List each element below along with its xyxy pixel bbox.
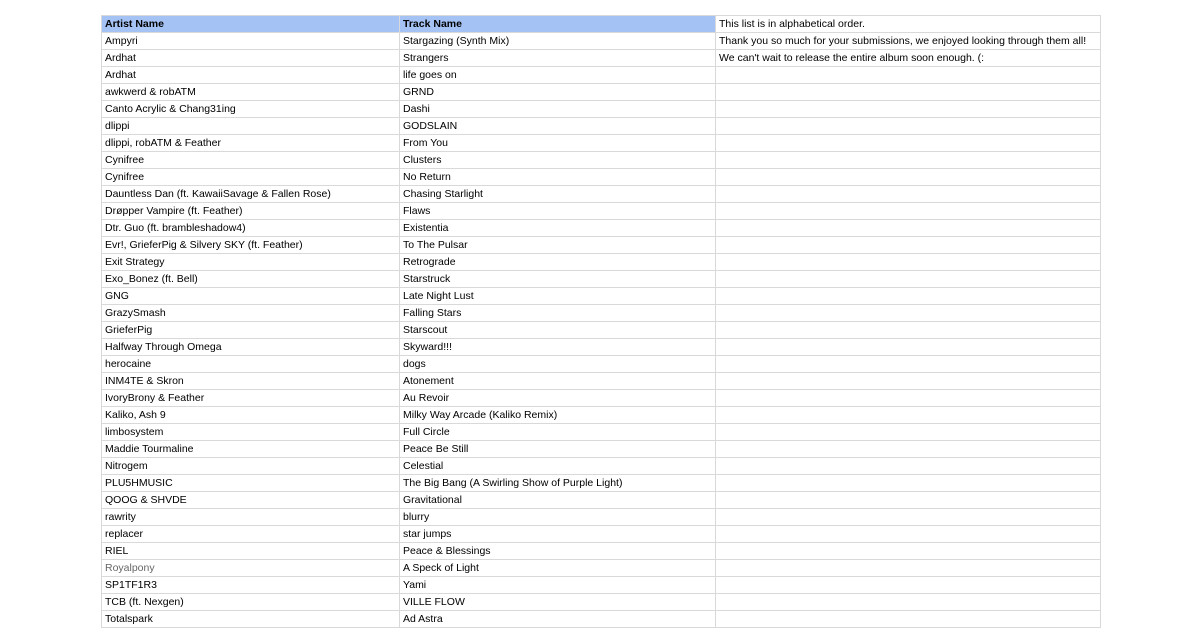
track-cell[interactable]: Chasing Starlight bbox=[400, 186, 716, 203]
track-cell[interactable]: VILLE FLOW bbox=[400, 594, 716, 611]
empty-cell[interactable] bbox=[716, 526, 1101, 543]
artist-cell[interactable]: Royalpony bbox=[102, 560, 400, 577]
artist-cell[interactable]: INM4TE & Skron bbox=[102, 373, 400, 390]
note-cell[interactable]: We can't wait to release the entire album soon enough. (: bbox=[716, 50, 1101, 67]
empty-cell[interactable] bbox=[716, 373, 1101, 390]
track-cell[interactable]: Atonement bbox=[400, 373, 716, 390]
artist-cell[interactable]: QOOG & SHVDE bbox=[102, 492, 400, 509]
empty-cell[interactable] bbox=[716, 135, 1101, 152]
empty-cell[interactable] bbox=[716, 390, 1101, 407]
track-cell[interactable]: Falling Stars bbox=[400, 305, 716, 322]
track-cell[interactable]: Celestial bbox=[400, 458, 716, 475]
table-row bbox=[102, 458, 1101, 475]
table-row bbox=[102, 560, 1101, 577]
spreadsheet bbox=[101, 15, 1100, 628]
track-cell[interactable]: star jumps bbox=[400, 526, 716, 543]
artist-cell[interactable]: limbosystem bbox=[102, 424, 400, 441]
empty-cell[interactable] bbox=[716, 339, 1101, 356]
empty-cell[interactable] bbox=[716, 543, 1101, 560]
table-row bbox=[102, 67, 1101, 84]
artist-cell[interactable]: Cynifree bbox=[102, 152, 400, 169]
empty-cell[interactable] bbox=[716, 356, 1101, 373]
artist-cell[interactable]: RIEL bbox=[102, 543, 400, 560]
empty-cell[interactable] bbox=[716, 254, 1101, 271]
table-row bbox=[102, 322, 1101, 339]
artist-cell[interactable]: Dtr. Guo (ft. brambleshadow4) bbox=[102, 220, 400, 237]
table-row bbox=[102, 169, 1101, 186]
table-row bbox=[102, 577, 1101, 594]
table-row bbox=[102, 50, 1101, 67]
track-cell[interactable]: A Speck of Light bbox=[400, 560, 716, 577]
track-cell[interactable]: Starstruck bbox=[400, 271, 716, 288]
track-cell[interactable]: Milky Way Arcade (Kaliko Remix) bbox=[400, 407, 716, 424]
table-row bbox=[102, 135, 1101, 152]
empty-cell[interactable] bbox=[716, 152, 1101, 169]
table-row bbox=[102, 475, 1101, 492]
track-cell[interactable]: dogs bbox=[400, 356, 716, 373]
track-cell[interactable]: Clusters bbox=[400, 152, 716, 169]
artist-cell[interactable]: replacer bbox=[102, 526, 400, 543]
empty-cell[interactable] bbox=[716, 441, 1101, 458]
empty-cell[interactable] bbox=[716, 186, 1101, 203]
artist-cell[interactable]: Ampyri bbox=[102, 33, 400, 50]
artist-cell[interactable]: Nitrogem bbox=[102, 458, 400, 475]
artist-cell[interactable]: dlippi bbox=[102, 118, 400, 135]
artist-cell[interactable]: Halfway Through Omega bbox=[102, 339, 400, 356]
artist-cell[interactable]: Exit Strategy bbox=[102, 254, 400, 271]
table-row bbox=[102, 373, 1101, 390]
empty-cell[interactable] bbox=[716, 458, 1101, 475]
table-row bbox=[102, 237, 1101, 254]
empty-cell[interactable] bbox=[716, 169, 1101, 186]
artist-cell[interactable]: Ardhat bbox=[102, 50, 400, 67]
track-cell[interactable]: Gravitational bbox=[400, 492, 716, 509]
empty-cell[interactable] bbox=[716, 322, 1101, 339]
track-cell[interactable]: Dashi bbox=[400, 101, 716, 118]
artist-name-header[interactable]: Artist Name bbox=[102, 16, 400, 33]
note-cell[interactable]: Thank you so much for your submissions, we enjoyed looking through them all! bbox=[716, 33, 1101, 50]
track-cell[interactable]: Flaws bbox=[400, 203, 716, 220]
table-row bbox=[102, 390, 1101, 407]
table-row bbox=[102, 254, 1101, 271]
track-cell[interactable]: Late Night Lust bbox=[400, 288, 716, 305]
empty-cell[interactable] bbox=[716, 118, 1101, 135]
track-cell[interactable]: Peace Be Still bbox=[400, 441, 716, 458]
artist-cell[interactable]: Ardhat bbox=[102, 67, 400, 84]
track-cell[interactable]: From You bbox=[400, 135, 716, 152]
empty-cell[interactable] bbox=[716, 560, 1101, 577]
track-cell[interactable]: Stargazing (Synth Mix) bbox=[400, 33, 716, 50]
artist-cell[interactable]: Maddie Tourmaline bbox=[102, 441, 400, 458]
table-row bbox=[102, 288, 1101, 305]
empty-cell[interactable] bbox=[716, 305, 1101, 322]
artist-cell[interactable]: GNG bbox=[102, 288, 400, 305]
table-row bbox=[102, 543, 1101, 560]
table-row bbox=[102, 220, 1101, 237]
table-row bbox=[102, 356, 1101, 373]
track-cell[interactable]: Yami bbox=[400, 577, 716, 594]
track-cell[interactable]: No Return bbox=[400, 169, 716, 186]
artist-cell[interactable]: Exo_Bonez (ft. Bell) bbox=[102, 271, 400, 288]
table-row bbox=[102, 526, 1101, 543]
empty-cell[interactable] bbox=[716, 407, 1101, 424]
table-row bbox=[102, 101, 1101, 118]
table-row bbox=[102, 118, 1101, 135]
artist-cell[interactable]: SP1TF1R3 bbox=[102, 577, 400, 594]
artist-cell[interactable]: Totalspark bbox=[102, 611, 400, 628]
table-row bbox=[102, 203, 1101, 220]
track-name-header[interactable]: Track Name bbox=[400, 16, 716, 33]
table-row bbox=[102, 594, 1101, 611]
empty-cell[interactable] bbox=[716, 271, 1101, 288]
artist-cell[interactable]: herocaine bbox=[102, 356, 400, 373]
artist-cell[interactable]: Evr!, GrieferPig & Silvery SKY (ft. Feather) bbox=[102, 237, 400, 254]
table-row bbox=[102, 84, 1101, 101]
empty-cell[interactable] bbox=[716, 203, 1101, 220]
artist-cell[interactable]: IvoryBrony & Feather bbox=[102, 390, 400, 407]
note-cell[interactable]: This list is in alphabetical order. bbox=[716, 16, 1101, 33]
empty-cell[interactable] bbox=[716, 67, 1101, 84]
table-row bbox=[102, 424, 1101, 441]
table-row bbox=[102, 339, 1101, 356]
table-row bbox=[102, 492, 1101, 509]
table-row bbox=[102, 271, 1101, 288]
track-cell[interactable]: Skyward!!! bbox=[400, 339, 716, 356]
table-row bbox=[102, 611, 1101, 628]
track-cell[interactable]: Full Circle bbox=[400, 424, 716, 441]
table-row bbox=[102, 152, 1101, 169]
table-row bbox=[102, 407, 1101, 424]
artist-cell[interactable]: Canto Acrylic & Chang31ing bbox=[102, 101, 400, 118]
empty-cell[interactable] bbox=[716, 101, 1101, 118]
track-cell[interactable]: Existentia bbox=[400, 220, 716, 237]
artist-cell[interactable]: GrazySmash bbox=[102, 305, 400, 322]
artist-cell[interactable]: GrieferPig bbox=[102, 322, 400, 339]
track-cell[interactable]: blurry bbox=[400, 509, 716, 526]
artist-cell[interactable]: Dauntless Dan (ft. KawaiiSavage & Fallen Rose) bbox=[102, 186, 400, 203]
empty-cell[interactable] bbox=[716, 509, 1101, 526]
empty-cell[interactable] bbox=[716, 594, 1101, 611]
header-row bbox=[102, 16, 1101, 33]
artist-cell[interactable]: PLU5HMUSIC bbox=[102, 475, 400, 492]
empty-cell[interactable] bbox=[716, 220, 1101, 237]
track-cell[interactable]: Starscout bbox=[400, 322, 716, 339]
empty-cell[interactable] bbox=[716, 577, 1101, 594]
empty-cell[interactable] bbox=[716, 424, 1101, 441]
artist-cell[interactable]: Drøpper Vampire (ft. Feather) bbox=[102, 203, 400, 220]
artist-cell[interactable]: TCB (ft. Nexgen) bbox=[102, 594, 400, 611]
track-cell[interactable]: Strangers bbox=[400, 50, 716, 67]
track-cell[interactable]: The Big Bang (A Swirling Show of Purple Light) bbox=[400, 475, 716, 492]
empty-cell[interactable] bbox=[716, 475, 1101, 492]
table-row bbox=[102, 441, 1101, 458]
track-cell[interactable]: Ad Astra bbox=[400, 611, 716, 628]
artist-cell[interactable]: Cynifree bbox=[102, 169, 400, 186]
empty-cell[interactable] bbox=[716, 492, 1101, 509]
table-row bbox=[102, 509, 1101, 526]
artist-cell[interactable]: awkwerd & robATM bbox=[102, 84, 400, 101]
track-cell[interactable]: GRND bbox=[400, 84, 716, 101]
empty-cell[interactable] bbox=[716, 84, 1101, 101]
track-cell[interactable]: To The Pulsar bbox=[400, 237, 716, 254]
artist-cell[interactable]: rawrity bbox=[102, 509, 400, 526]
artist-cell[interactable]: dlippi, robATM & Feather bbox=[102, 135, 400, 152]
track-cell[interactable]: GODSLAIN bbox=[400, 118, 716, 135]
track-cell[interactable]: Au Revoir bbox=[400, 390, 716, 407]
artist-cell[interactable]: Kaliko, Ash 9 bbox=[102, 407, 400, 424]
empty-cell[interactable] bbox=[716, 237, 1101, 254]
empty-cell[interactable] bbox=[716, 611, 1101, 628]
submissions-table bbox=[101, 15, 1101, 628]
track-cell[interactable]: life goes on bbox=[400, 67, 716, 84]
table-row bbox=[102, 33, 1101, 50]
track-cell[interactable]: Peace & Blessings bbox=[400, 543, 716, 560]
empty-cell[interactable] bbox=[716, 288, 1101, 305]
table-row bbox=[102, 305, 1101, 322]
table-row bbox=[102, 186, 1101, 203]
track-cell[interactable]: Retrograde bbox=[400, 254, 716, 271]
